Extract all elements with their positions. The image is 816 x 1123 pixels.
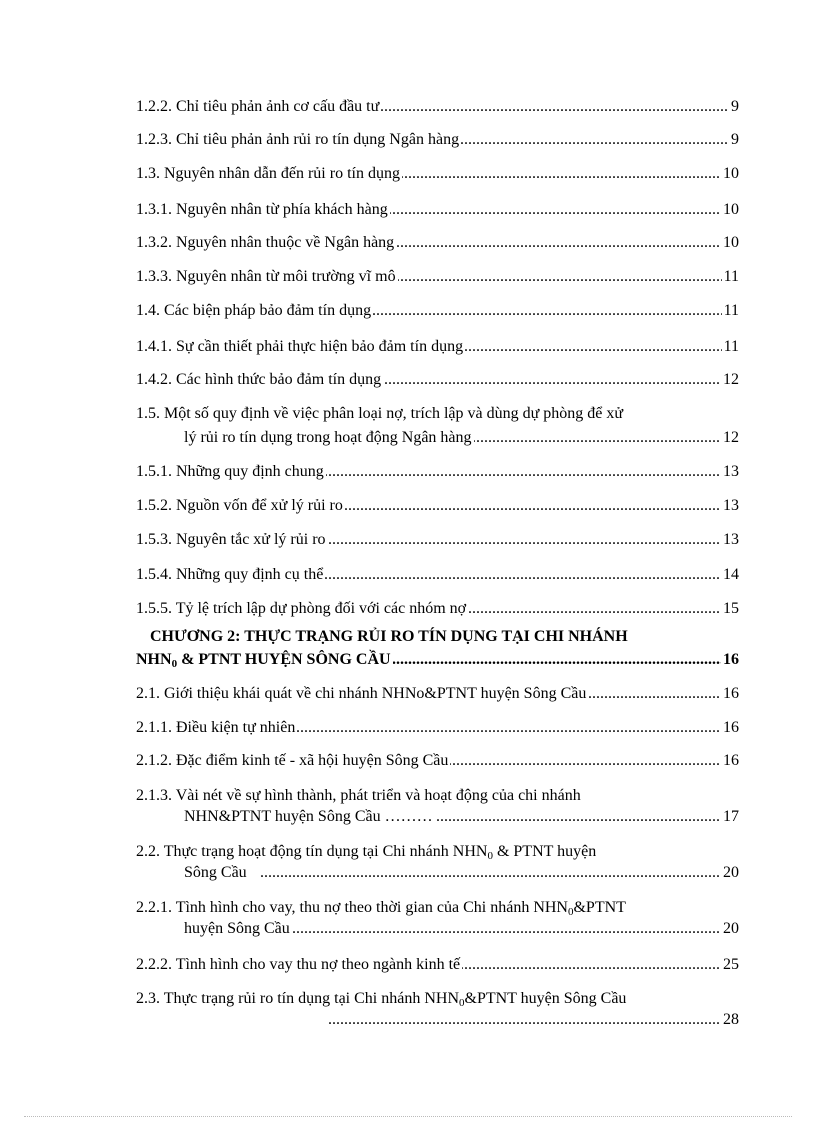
toc-entry-page: 10 [721, 231, 739, 255]
toc-entry-page: 9 [729, 128, 739, 152]
toc-entry-page: 11 [722, 335, 739, 359]
toc-entry-2-2-sub: 0 [487, 850, 493, 862]
toc-entry[interactable] [136, 162, 739, 186]
toc-entry-page: 10 [721, 162, 739, 186]
toc-entry-page: 20 [721, 917, 739, 941]
toc-entry-label: 1.5.5. Tỷ lệ trích lập dự phòng đối với các nhóm nợ [136, 597, 468, 621]
toc-entry-label: 1.2.2. Chỉ tiêu phản ảnh cơ cấu đầu tư [136, 95, 381, 119]
toc-entry-label: 1.3.3. Nguyên nhân từ môi trường vĩ mô [136, 265, 398, 289]
toc-entry[interactable] [136, 648, 739, 672]
toc-entry[interactable] [136, 335, 739, 359]
toc-entry-2-2-1-sub: 0 [567, 906, 574, 918]
toc-entry[interactable] [136, 128, 739, 152]
toc-entry-page: 28 [721, 1008, 739, 1032]
chapter-heading-sub: 0 [171, 658, 178, 670]
toc-entry[interactable] [136, 368, 739, 392]
toc-entry-page: 13 [721, 460, 739, 484]
page-bottom-rule [24, 1116, 792, 1117]
toc-entry-page: 10 [721, 198, 739, 222]
toc-entry-page: 17 [721, 805, 739, 829]
toc-entry-page: 14 [721, 563, 739, 587]
toc-entry[interactable] [136, 299, 739, 323]
toc-entry-2-2-b: & PTNT huyện [492, 843, 597, 860]
toc-entry[interactable] [184, 861, 739, 885]
toc-entry-page: 25 [721, 953, 739, 977]
toc-entry[interactable] [136, 563, 739, 587]
toc-entry-page: 11 [722, 265, 739, 289]
toc-entry-page: 15 [721, 597, 739, 621]
chapter-heading-line2 [136, 648, 393, 672]
toc-entry-label: 1.4.2. Các hình thức bảo đảm tín dụng [136, 368, 383, 392]
toc-entry[interactable] [136, 265, 739, 289]
toc-entry[interactable] [136, 682, 739, 706]
toc-entry-2-3-b: &PTNT huyện Sông Cầu [464, 990, 627, 1007]
toc-entry[interactable] [136, 95, 739, 119]
toc-entry-label: NHN&PTNT huyện Sông Cầu ……… [184, 805, 435, 829]
toc-entry-2-1-3-line1[interactable]: 2.1.3. Vài nét về sự hình thành, phát triển và hoạt động của chi nhánh [136, 787, 581, 804]
toc-entry-2-3-a: 2.3. Thực trạng rủi ro tín dụng tại Chi nhánh NHN [136, 990, 459, 1007]
toc-entry-label: 1.5.4. Những quy định cụ thể [136, 563, 325, 587]
toc-entry-label: 1.3.2. Nguyên nhân thuộc về Ngân hàng [136, 231, 396, 255]
chapter-heading-line2-a: NHN [136, 651, 172, 668]
toc-entry-page: 13 [721, 528, 739, 552]
toc-entry-label: 1.3. Nguyên nhân dẫn đến rủi ro tín dụng [136, 162, 402, 186]
toc-entry[interactable] [136, 231, 739, 255]
toc-entry[interactable] [136, 528, 739, 552]
toc-entry-page: 16 [721, 749, 739, 773]
toc-entry[interactable] [136, 597, 739, 621]
toc-entry[interactable] [328, 1008, 739, 1032]
toc-entry-page: 12 [721, 368, 739, 392]
toc-entry-label: 2.1.2. Đặc điểm kinh tế - xã hội huyện Sông Cầu [136, 749, 450, 773]
toc-entry-page: 16 [721, 716, 739, 740]
toc-entry-2-2-1-b: &PTNT [573, 899, 626, 916]
toc-entry-page: 16 [721, 648, 739, 672]
toc-entry-label: 1.3.1. Nguyên nhân từ phía khách hàng [136, 198, 390, 222]
toc-entry-page: 20 [721, 861, 739, 885]
toc-entry-label: huyện Sông Cầu [184, 917, 292, 941]
toc-entry-2-2-1-a: 2.2.1. Tình hình cho vay, thu nợ theo thời gian của Chi nhánh NHN [136, 899, 568, 916]
toc-entry-label: 1.2.3. Chỉ tiêu phản ảnh rủi ro tín dụng Ngân hàng [136, 128, 461, 152]
toc-entry-label: 1.5.2. Nguồn vốn để xử lý rủi ro [136, 494, 345, 518]
toc-entry-label: 1.4.1. Sự cần thiết phải thực hiện bảo đảm tín dụng [136, 335, 465, 359]
toc-entry-page: 11 [722, 299, 739, 323]
toc-entry-page: 9 [729, 95, 739, 119]
toc-entry-label: 2.1. Giới thiệu khái quát về chi nhánh NHNo&PTNT huyện Sông Cầu [136, 682, 588, 706]
toc-entry-label: 1.4. Các biện pháp bảo đảm tín dụng [136, 299, 373, 323]
toc-entry[interactable] [136, 716, 739, 740]
toc-entry-2-2-a: 2.2. Thực trạng hoạt động tín dụng tại Chi nhánh NHN [136, 843, 488, 860]
toc-entry[interactable] [136, 953, 739, 977]
toc-entry-2-3-sub: 0 [459, 997, 465, 1009]
toc-entry-label: 1.5.1. Những quy định chung [136, 460, 326, 484]
toc-entry-page: 12 [721, 426, 739, 450]
chapter-heading-line2-b: & PTNT HUYỆN SÔNG CẦU [177, 651, 391, 668]
toc-entry-1-5-line1[interactable]: 1.5. Một số quy định về việc phân loại nợ, trích lập và dùng dự phòng để xử [136, 405, 624, 422]
toc-entry-label [184, 861, 261, 885]
toc-entry-page: 16 [721, 682, 739, 706]
toc-entry[interactable] [136, 494, 739, 518]
toc-entry[interactable] [136, 198, 739, 222]
chapter-heading[interactable]: CHƯƠNG 2: THỰC TRẠNG RỦI RO TÍN DỤNG TẠI CHI NHÁNH [150, 628, 628, 645]
toc-entry[interactable] [184, 805, 739, 829]
toc-entry-page: 13 [721, 494, 739, 518]
toc-entry-label: 2.1.1. Điều kiện tự nhiên [136, 716, 297, 740]
toc-entry[interactable] [136, 460, 739, 484]
toc-entry-label: 1.5.3. Nguyên tắc xử lý rủi ro [136, 528, 328, 552]
toc-entry-label: 2.2.2. Tình hình cho vay thu nợ theo ngành kinh tế [136, 953, 462, 977]
toc-entry-label: lý rủi ro tín dụng trong hoạt động Ngân hàng [184, 426, 474, 450]
toc-entry[interactable] [184, 426, 739, 450]
toc-entry[interactable] [184, 917, 739, 941]
toc-entry[interactable] [136, 749, 739, 773]
toc-entry-2-2-line2: Sông Cầu [184, 864, 247, 881]
